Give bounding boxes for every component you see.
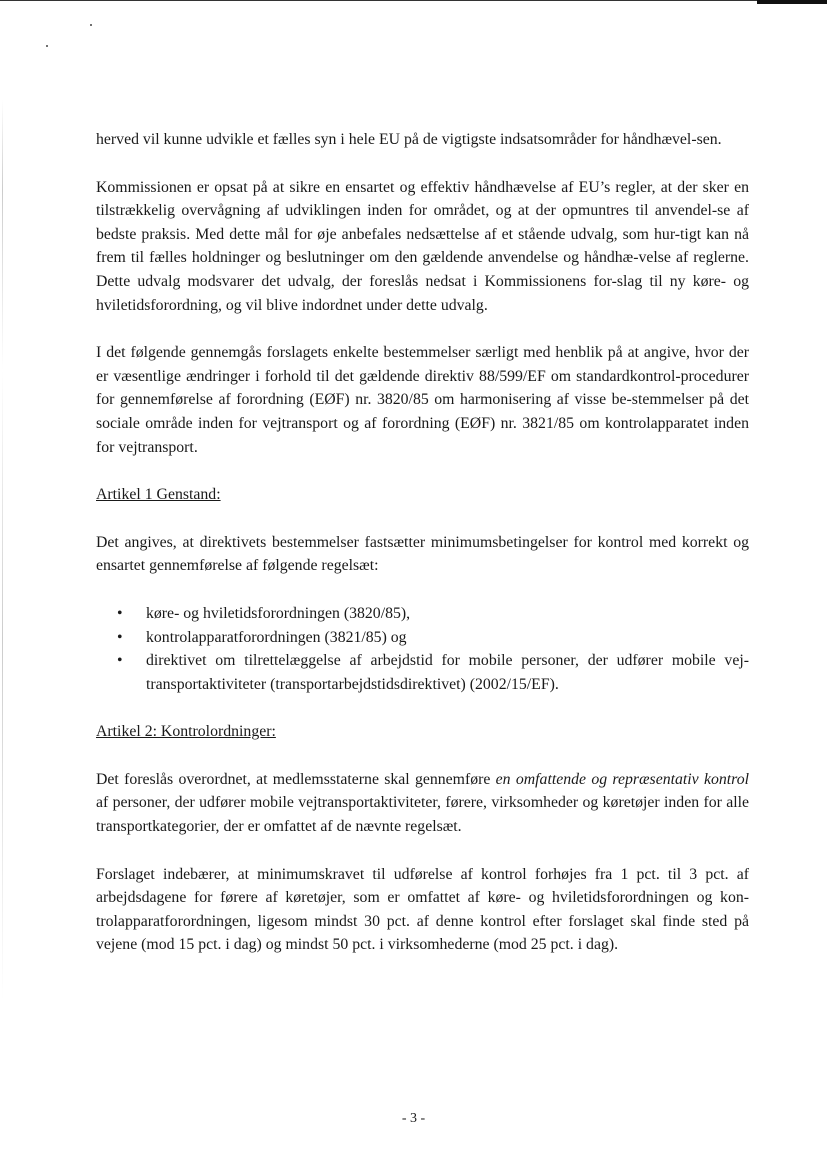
list-item (96, 649, 749, 696)
paragraph-text: Det foreslås overordnet, at medlemsstaterne skal gennemføre (96, 770, 496, 788)
list-item-text: kontrolapparatforordningen (3821/85) og (146, 628, 407, 646)
bullet-list (96, 602, 749, 696)
document-body (96, 128, 749, 981)
paragraph: herved vil kunne udvikle et fælles syn i hele EU på de vigtigste indsatsområder for håndhævel-sen. (96, 131, 722, 148)
paragraph (96, 768, 749, 839)
bullet-icon: • (117, 652, 123, 670)
paragraph: Forslaget indebærer, at minimumskravet til udførelse af kontrol forhøjes fra 1 pct. til 3 pct. af arbejdsdagene for førere af køretøjer, som er omfattet af køre- og hviletidsforordningen og kon-trolapparatforordningen, ligesom mindst 30 pct. af denne kontrol efter forslaget skal finde sted på vejene (mod 15 pct. i dag) og mindst 50 pct. i virksomhederne (mod 25 pct. i dag). (96, 865, 749, 954)
list-item (96, 602, 749, 626)
section-heading: Artikel 2: Kontrolordninger: (96, 723, 276, 741)
bullet-icon: • (117, 604, 123, 622)
paragraph: I det følgende gennemgås forslagets enkelte bestemmelser særligt med henblik på at angive, hvor der er væsentlige ændringer i forhold til det gældende direktiv 88/599/EF om standardkontrol-procedurer for gennemførelse af forordning (EØF) nr. 3820/85 om harmonisering af visse be-stemmelser på det sociale område inden for vejtransport og af forordning (EØF) nr. 3821/85 om kontrolapparatet inden for vejtransport. (96, 344, 749, 456)
page-number: - 3 - (401, 1111, 426, 1126)
paragraph: Kommissionen er opsat på at sikre en ensartet og effektiv håndhævelse af EU’s regler, at der sker en tilstrækkelig overvågning af udviklingen inden for området, og at der opmuntres til anvendel-se af bedste praksis. Med dette mål for øje anbefales nedsættelse af et stående udvalg, som hur-tigt kan nå frem til fælles holdninger og beslutninger om den gældende anvendelse og håndhæ-velse af reglerne. Dette udvalg modsvarer det udvalg, der foreslås nedsat i Kommissionens for-slag til ny køre- og hviletidsforordning, og vil blive indordnet under dette udvalg. (96, 178, 749, 314)
paragraph: Det angives, at direktivets bestemmelser fastsætter minimumsbetingelser for kontrol med korrekt og ensartet gennemførelse af følgende regelsæt: (96, 533, 749, 575)
list-item-text: køre- og hviletidsforordningen (3820/85), (146, 604, 411, 622)
paragraph-emphasis: en omfattende og repræsentativ kontrol (495, 770, 750, 788)
top-rule (0, 0, 827, 4)
paragraph-text: af personer, der udfører mobile vejtransportaktiviteter, førere, virksomheder og køretøjer inden for alle transportkategorier, der er omfattet af de nævnte regelsæt. (96, 794, 749, 836)
scan-speck (90, 24, 92, 26)
list-item (96, 626, 749, 650)
top-rule-accent (757, 0, 827, 4)
scan-speck (46, 45, 48, 47)
list-item-text: direktivet om tilrettelæggelse af arbejdstid for mobile personer, der udfører mobile vej-transportaktiviteter (transportarbejdstidsdirektivet) (2002/15/EF). (146, 652, 749, 693)
bullet-icon: • (117, 628, 123, 646)
section-heading: Artikel 1 Genstand: (96, 486, 221, 504)
scan-edge-mark (2, 100, 3, 1000)
